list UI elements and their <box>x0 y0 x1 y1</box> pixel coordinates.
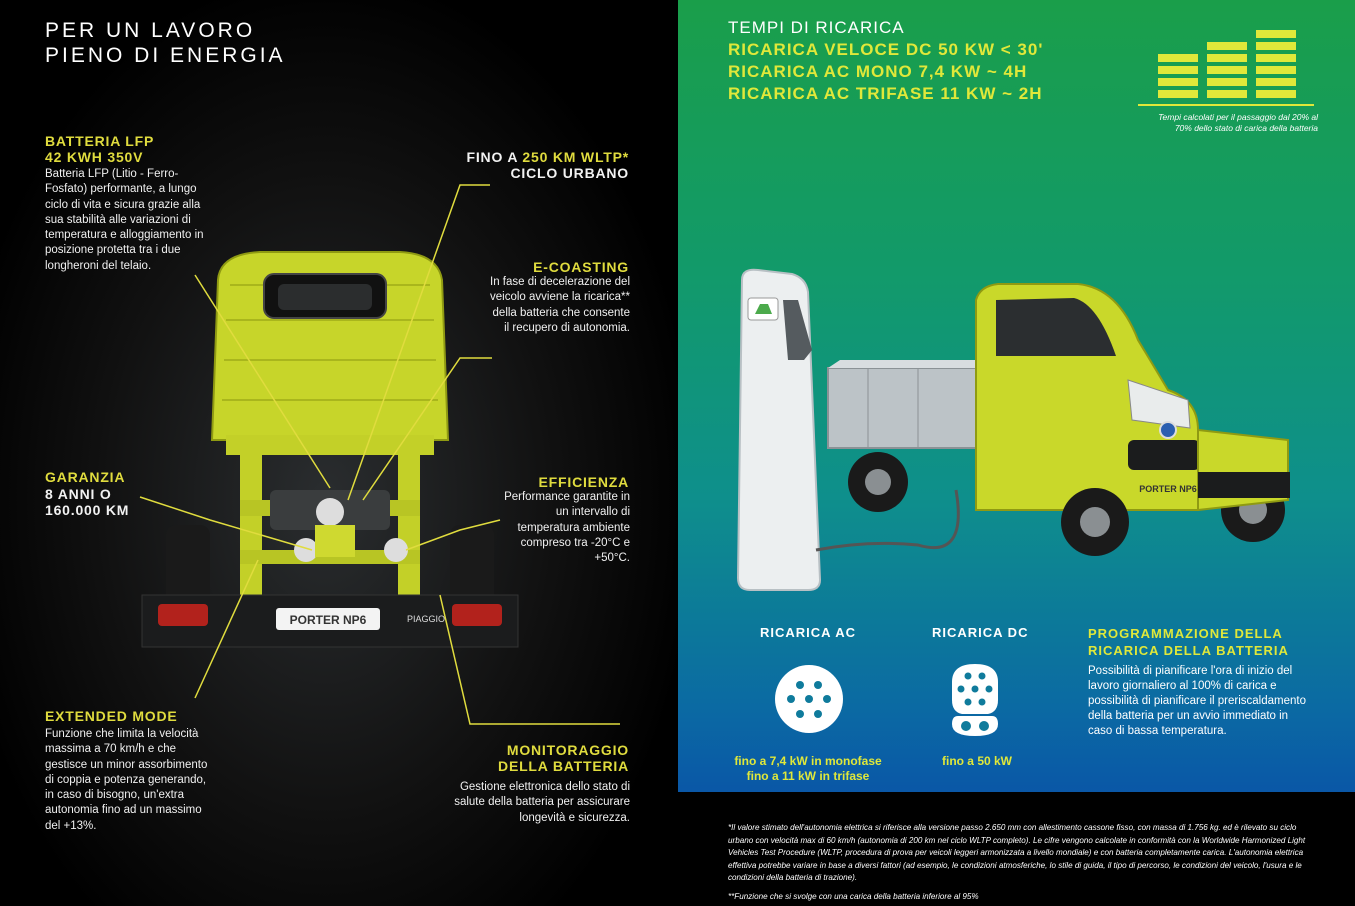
monitoring-text: Gestione elettronica dello stato di salute della batteria per assicurare longevità e sicurezza. <box>454 781 630 824</box>
range-heading: FINO A 250 KM WLTP* CICLO URBANO <box>466 149 629 181</box>
programming-text: Possibilità di pianificare l'ora di inizio del lavoro giornaliero al 100% di carica e possibilità di pianificare il preriscaldamento della batteria per un avvio immediato in caso di bassa temperatura. <box>1088 665 1306 737</box>
charging-times-title: TEMPI DI RICARICA <box>728 18 905 37</box>
charging-line-ac-mono: RICARICA AC MONO 7,4 KW ~ 4H <box>728 62 1028 81</box>
charging-line-ac-tri: RICARICA AC TRIFASE 11 KW ~ 2H <box>728 84 1043 103</box>
efficiency-text: Performance garantite in un intervallo di temperatura ambiente compreso tra -20°C e +50°C. <box>504 491 630 565</box>
monitoring-heading: MONITORAGGIO DELLA BATTERIA <box>498 742 629 774</box>
range-value: 250 KM WLTP* <box>522 149 629 165</box>
footnote-range: *Il valore stimato dell'autonomia elettrica si riferisce alla versione passo 2.650 mm con allestimento cassone fisso, con massa di 1.756 kg. ed è rilevato su ciclo urbano con velocità max di 60 km/h (autonomia di 200 km nel ciclo WLTP completo). Le cifre vengono calcolate in conformità con la Worldwide Harmonized Light Vehicles Test Procedure (WLTP, procedura di prova per veicoli leggeri armonizzata a livello mondiale) e con batteria completamente carica. L'autonomia elettrica effettiva potrebbe variare in base a diversi fattori (ad esempio, le condizioni atmosferiche, lo stile di guida, il tipo di percorso, le condizioni del veicolo, l'usura e le condizioni della batteria di trazione). <box>728 823 1306 883</box>
page-title: PER UN LAVORO PIENO DI ENERGIA <box>45 19 286 67</box>
battery-note: Tempi calcolati per il passaggio dal 20% al 70% dello stato di carica della batteria <box>1158 112 1318 133</box>
footnote-ecoasting: **Funzione che si svolge con una carica della batteria inferiore al 95% <box>728 892 979 901</box>
battery-heading: BATTERIA LFP 42 KWH 350V <box>45 133 155 165</box>
battery-text: Batteria LFP (Litio - Ferro-Fosfato) performante, a lungo ciclo di vita e sicura grazie alla sua stabilità alle variazioni di temperatura e alloggiamento in posizione protetta tra i due longheroni del telaio. <box>45 168 204 272</box>
battery-levels-icon <box>1136 26 1316 110</box>
ac-charging-heading: RICARICA AC <box>760 625 856 640</box>
warranty-heading: GARANZIA <box>45 469 126 485</box>
ac-charging-subtitle: fino a 7,4 kW in monofase fino a 11 kW in trifase <box>734 754 882 783</box>
extended-mode-text: Funzione che limita la velocità massima a 70 km/h e che gestisce un minor assorbimento di coppia e potenza generando, in caso di bisogno, un'extra autonomia fino ad un massimo del +13%. <box>45 728 208 832</box>
efficiency-heading: EFFICIENZA <box>538 474 629 490</box>
truck-badge: PORTER NP6 <box>1139 484 1197 494</box>
dc-charging-subtitle: fino a 50 kW <box>941 754 1012 768</box>
programming-heading: PROGRAMMAZIONE DELLA RICARICA DELLA BATTERIA <box>1088 626 1289 658</box>
truck-brand: PIAGGIO <box>406 614 446 624</box>
dc-charging-heading: RICARICA DC <box>932 625 1029 640</box>
right-page <box>678 0 1355 906</box>
truck-charging-illustration <box>728 260 1328 600</box>
ac-connector-icon <box>774 664 844 734</box>
ecoasting-text: In fase di decelerazione del veicolo avviene la ricarica** della batteria che consente il recupero di autonomia. <box>490 276 631 334</box>
ecoasting-heading: E-COASTING <box>533 259 629 275</box>
charging-line-dc: RICARICA VELOCE DC 50 KW < 30' <box>728 40 1044 59</box>
warranty-text: 8 ANNI O 160.000 KM <box>45 486 130 518</box>
dc-connector-icon <box>948 660 1002 740</box>
extended-mode-heading: EXTENDED MODE <box>45 708 178 724</box>
truck-plate: PORTER NP6 <box>289 613 367 627</box>
